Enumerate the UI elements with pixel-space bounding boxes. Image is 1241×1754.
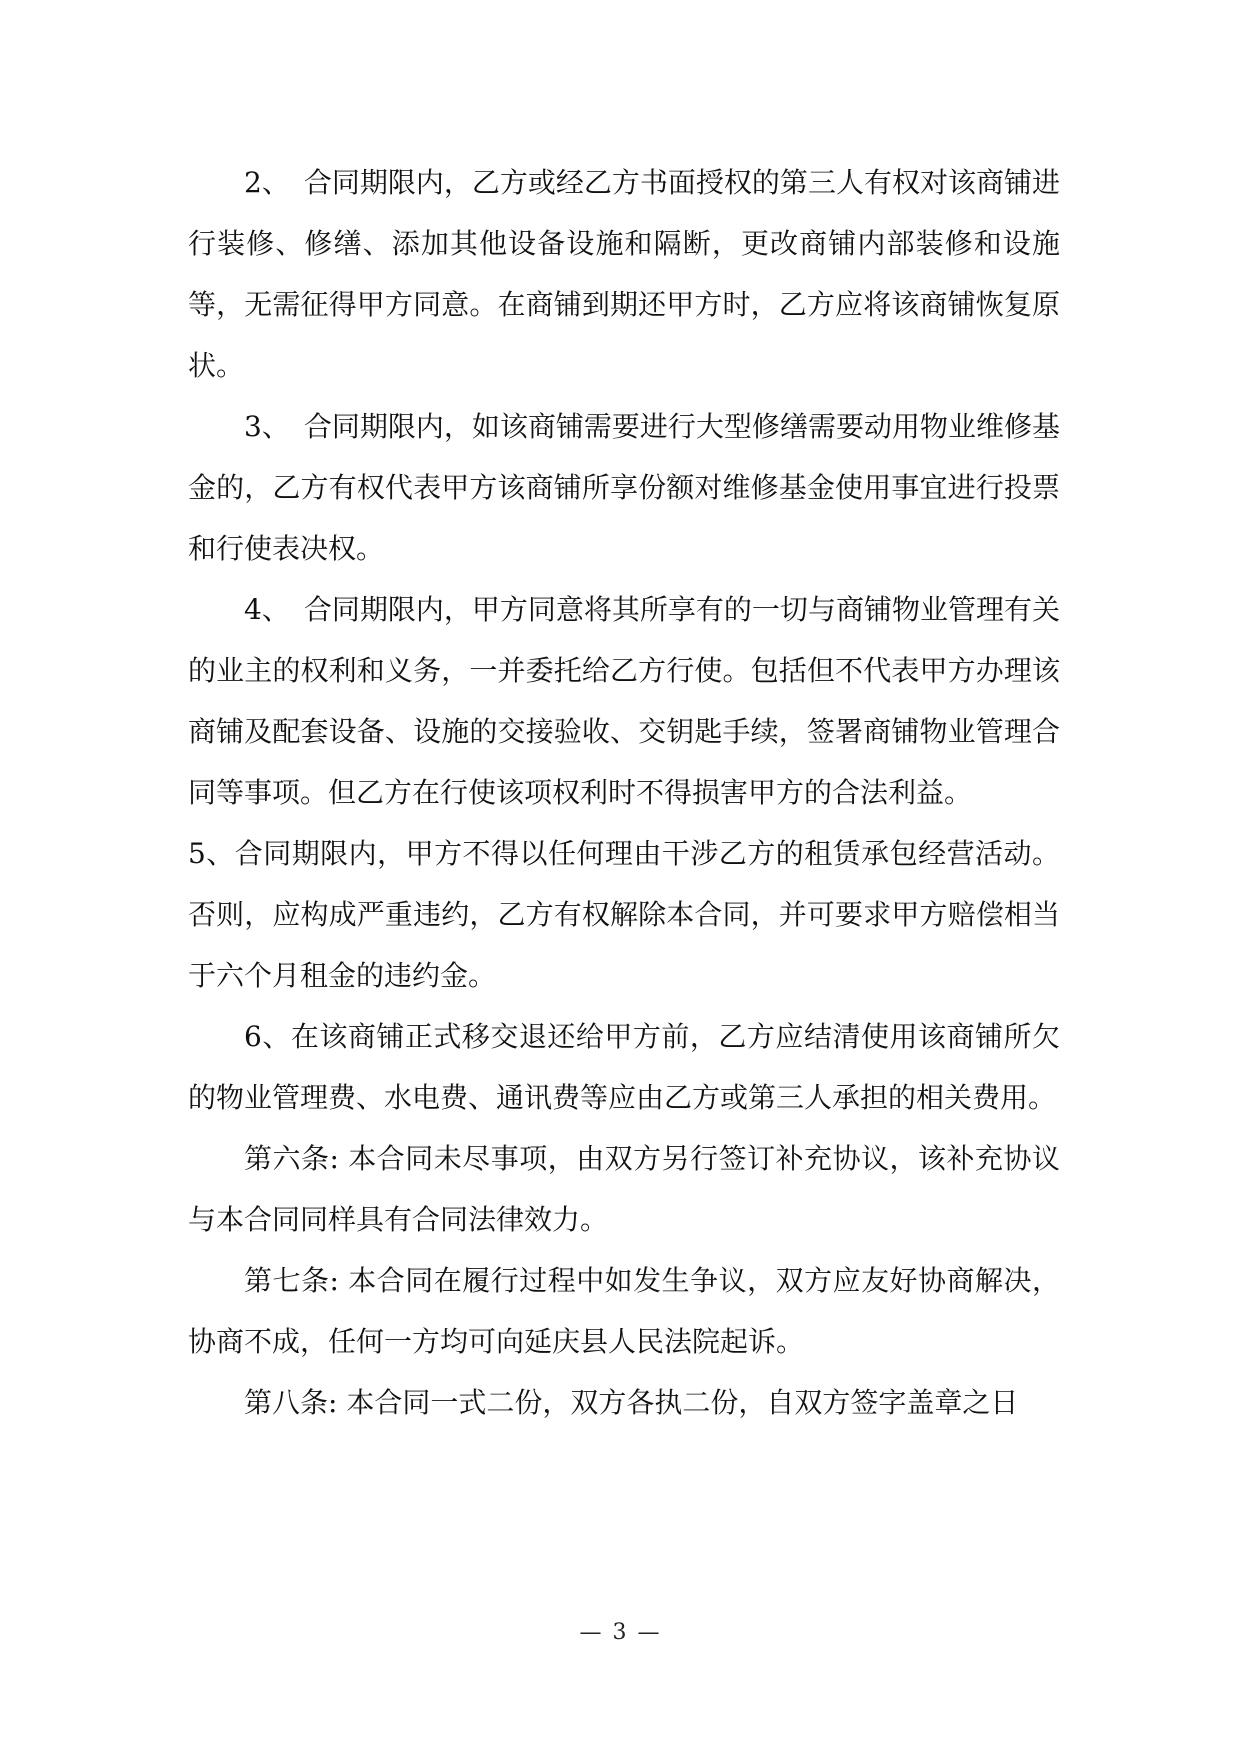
article-6-paragraph: 第六条: 本合同未尽事项，由双方另行签订补充协议，该补充协议与本合同同样具有合同法律效力。 <box>188 1142 1060 1236</box>
clause-2-paragraph: 2、 合同期限内，乙方或经乙方书面授权的第三人有权对该商铺进行装修、修缮、添加其他设备设施和隔断，更改商铺内部装修和设施等，无需征得甲方同意。在商铺到期还甲方时，乙方应将该商铺恢复原状。 <box>188 166 1060 382</box>
page-number: — 3 — <box>579 1620 662 1645</box>
document-body <box>188 152 1060 1433</box>
article-8-paragraph: 第八条: 本合同一式二份，双方各执二份，自双方签字盖章之日 <box>244 1386 1019 1419</box>
article-7-paragraph: 第七条: 本合同在履行过程中如发生争议，双方应友好协商解决，协商不成，任何一方均可向延庆县人民法院起诉。 <box>188 1264 1060 1358</box>
clause-6-paragraph: 6、在该商铺正式移交退还给甲方前，乙方应结清使用该商铺所欠的物业管理费、水电费、通讯费等应由乙方或第三人承担的相关费用。 <box>188 1020 1060 1114</box>
clause-4-paragraph: 4、 合同期限内，甲方同意将其所享有的一切与商铺物业管理有关的业主的权利和义务，一并委托给乙方行使。包括但不代表甲方办理该商铺及配套设备、设施的交接验收、交钥匙手续，签署商铺物业管理合同等事项。但乙方在行使该项权利时不得损害甲方的合法利益。 <box>188 593 1060 809</box>
clause-3-paragraph: 3、 合同期限内，如该商铺需要进行大型修缮需要动用物业维修基金的，乙方有权代表甲方该商铺所享份额对维修基金使用事宜进行投票和行使表决权。 <box>188 410 1060 565</box>
clause-5-paragraph: 5、合同期限内，甲方不得以任何理由干涉乙方的租赁承包经营活动。否则，应构成严重违约，乙方有权解除本合同，并可要求甲方赔偿相当于六个月租金的违约金。 <box>188 837 1060 992</box>
